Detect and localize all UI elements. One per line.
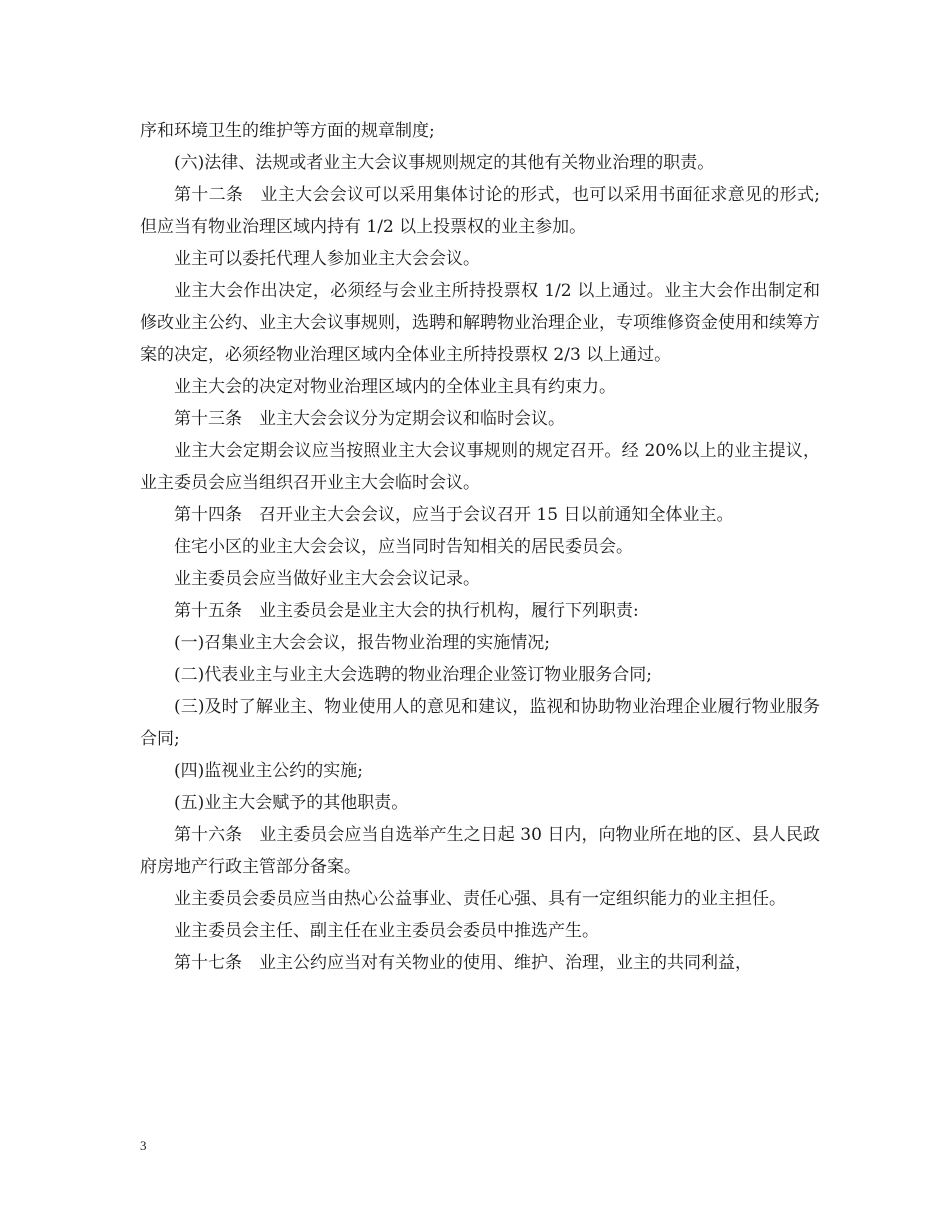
document-body [140,115,820,979]
paragraph: 业主可以委托代理人参加业主大会会议。 [174,249,480,269]
paragraph: 住宅小区的业主大会会议，应当同时告知相关的居民委员会。 [174,537,633,557]
paragraph-article-16: 第十六条 业主委员会应当自选举产生之日起 30 日内，向物业所在地的区、县人民政府房地产行政主管部分备案。 [140,825,820,877]
paragraph: 业主大会定期会议应当按照业主大会议事规则的规定召开。经 20%以上的业主提议，业主委员会应当组织召开业主大会临时会议。 [140,441,820,493]
paragraph: 序和环境卫生的维护等方面的规章制度; [140,121,435,141]
paragraph: 业主大会作出决定，必须经与会业主所持投票权 1/2 以上通过。业主大会作出制定和修改业主公约、业主大会议事规则，选聘和解聘物业治理企业，专项维修资金使用和续筹方案的决定，必须经物业治理区域内全体业主所持投票权 2/3 以上通过。 [140,281,820,365]
paragraph-article-15: 第十五条 业主委员会是业主大会的执行机构，履行下列职责: [174,601,639,621]
paragraph: 业主委员会委员应当由热心公益事业、责任心强、具有一定组织能力的业主担任。 [174,889,786,909]
paragraph: 业主委员会主任、副主任在业主委员会委员中推选产生。 [174,921,599,941]
list-item: (二)代表业主与业主大会选聘的物业治理企业签订物业服务合同; [174,665,652,685]
list-item: (三)及时了解业主、物业使用人的意见和建议，监视和协助物业治理企业履行物业服务合同; [140,697,820,749]
paragraph-article-17: 第十七条 业主公约应当对有关物业的使用、维护、治理，业主的共同利益， [174,953,752,973]
paragraph: 业主大会的决定对物业治理区域内的全体业主具有约束力。 [174,377,616,397]
paragraph-article-13: 第十三条 业主大会会议分为定期会议和临时会议。 [174,409,565,429]
paragraph-article-12: 第十二条 业主大会会议可以采用集体讨论的形式，也可以采用书面征求意见的形式;但应当有物业治理区域内持有 1/2 以上投票权的业主参加。 [140,185,820,237]
page-number: 3 [140,1138,147,1153]
paragraph: 业主委员会应当做好业主大会会议记录。 [174,569,480,589]
paragraph: (六)法律、法规或者业主大会议事规则规定的其他有关物业治理的职责。 [174,153,715,173]
list-item: (一)召集业主大会会议，报告物业治理的实施情况; [174,633,550,653]
list-item: (五)业主大会赋予的其他职责。 [174,793,409,813]
list-item: (四)监视业主公约的实施; [174,761,363,781]
paragraph-article-14: 第十四条 召开业主大会会议，应当于会议召开 15 日以前通知全体业主。 [174,505,734,525]
